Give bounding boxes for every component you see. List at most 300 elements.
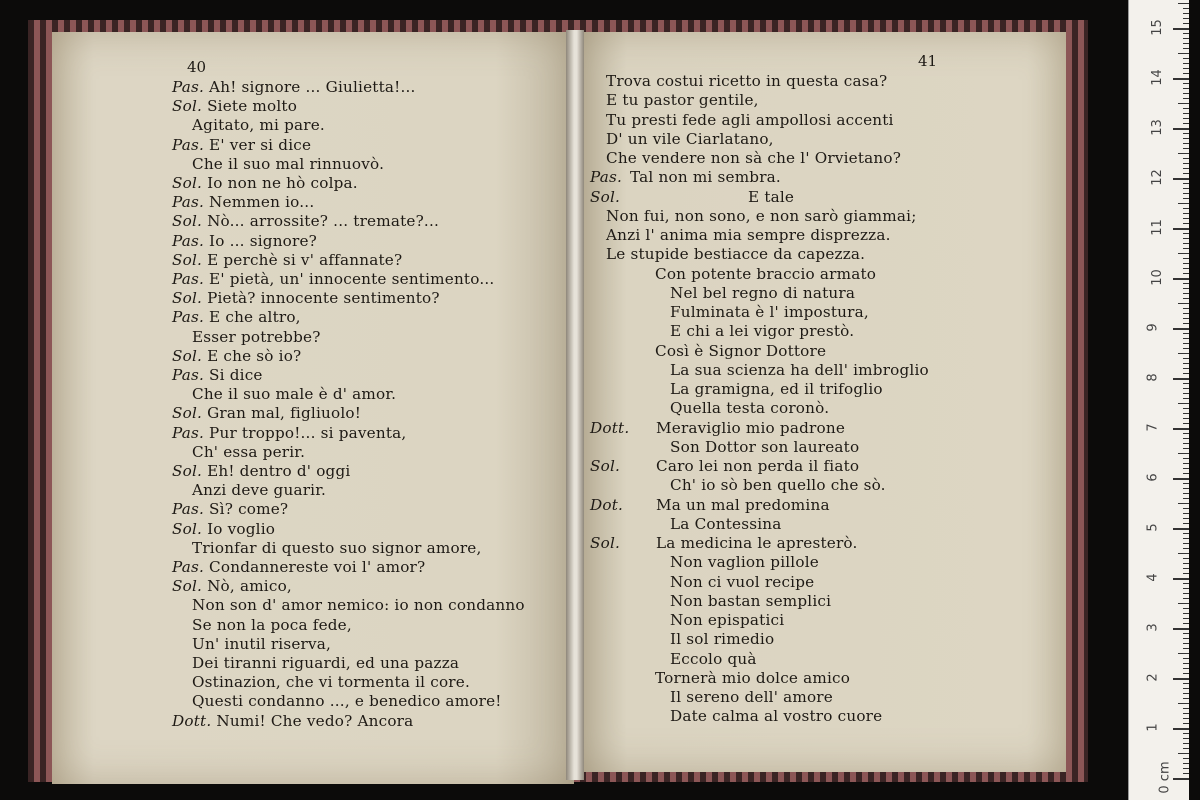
ruler-tick bbox=[1183, 138, 1189, 139]
text-line bbox=[192, 116, 325, 134]
speaker-label: Pas. bbox=[172, 78, 210, 96]
text-line bbox=[172, 366, 263, 384]
ruler-tick bbox=[1183, 523, 1189, 524]
speaker-label: Sol. bbox=[172, 577, 208, 596]
ruler-tick bbox=[1183, 268, 1189, 269]
ruler-tick bbox=[1173, 678, 1189, 680]
ruler-tick bbox=[1183, 33, 1189, 34]
line-text: Sì? come? bbox=[209, 500, 289, 519]
ruler-tick bbox=[1178, 353, 1189, 354]
text-line: Anzi l' anima mia sempre disprezza. bbox=[606, 226, 891, 244]
ruler-tick bbox=[1178, 153, 1189, 154]
line-text: Pietà? innocente sentimento? bbox=[207, 289, 440, 308]
text-line: E chi a lei vigor prestò. bbox=[670, 322, 855, 341]
text-line: La gramigna, ed il trifoglio bbox=[670, 380, 883, 398]
ruler-tick bbox=[1178, 303, 1189, 304]
ruler-tick bbox=[1183, 258, 1189, 259]
ruler-tick bbox=[1178, 553, 1189, 554]
ruler-tick bbox=[1183, 168, 1189, 169]
ruler-tick bbox=[1183, 423, 1189, 424]
ruler-tick bbox=[1183, 758, 1189, 759]
ruler-tick bbox=[1183, 548, 1189, 549]
text-line bbox=[192, 673, 470, 691]
ruler-tick bbox=[1183, 393, 1189, 394]
ruler-tick bbox=[1183, 113, 1189, 114]
line-text: E che altro, bbox=[209, 308, 301, 327]
ruler-tick bbox=[1183, 23, 1189, 24]
ruler-tick bbox=[1173, 228, 1189, 230]
ruler-tick bbox=[1183, 248, 1189, 249]
speaker-label: Pas. bbox=[172, 308, 210, 327]
text-line bbox=[172, 577, 292, 595]
ruler-label: 6 bbox=[1145, 473, 1161, 482]
line-text: E perchè si v' affannate? bbox=[207, 250, 403, 269]
ruler-tick bbox=[1183, 193, 1189, 194]
ruler-tick bbox=[1183, 8, 1189, 9]
line-text: Eh! dentro d' oggi bbox=[207, 462, 351, 480]
text-line bbox=[172, 404, 361, 422]
ruler-tick bbox=[1183, 163, 1189, 164]
ruler-tick bbox=[1183, 493, 1189, 494]
speaker-label: Dott. bbox=[172, 711, 217, 730]
ruler-label: 2 bbox=[1145, 673, 1161, 682]
ruler-tick bbox=[1183, 173, 1189, 174]
ruler-tick bbox=[1183, 623, 1189, 624]
text-line: Date calma al vostro cuore bbox=[670, 707, 883, 726]
speaker-label: Pas. bbox=[172, 366, 210, 384]
line-text: Anzi deve guarir. bbox=[192, 481, 327, 500]
ruler-tick bbox=[1183, 143, 1189, 144]
measuring-ruler bbox=[1128, 0, 1189, 800]
ruler-tick bbox=[1183, 743, 1189, 744]
line-text: Numi! Che vedo? Ancora bbox=[216, 711, 414, 730]
text-line: Tu presti fede agli ampollosi accenti bbox=[606, 110, 894, 129]
text-line: Che vendere non sà che l' Orvietano? bbox=[606, 149, 902, 167]
ruler-label: 7 bbox=[1145, 423, 1161, 432]
text-line: E tale bbox=[748, 187, 795, 206]
ruler-tick bbox=[1183, 218, 1189, 219]
text-line bbox=[192, 328, 321, 346]
speaker-label: Pas. bbox=[172, 193, 210, 212]
text-line: Meraviglio mio padrone bbox=[656, 418, 846, 437]
ruler-tick bbox=[1183, 713, 1189, 714]
ruler-tick bbox=[1178, 103, 1189, 104]
ruler-tick bbox=[1183, 18, 1189, 19]
ruler-label: 4 bbox=[1145, 573, 1161, 582]
line-text: E che sò io? bbox=[207, 346, 302, 365]
ruler-tick bbox=[1183, 208, 1189, 209]
ruler-tick bbox=[1173, 128, 1189, 130]
text-line: Fulminata è l' impostura, bbox=[670, 303, 869, 321]
line-text: Che il suo mal rinnuovò. bbox=[192, 154, 385, 173]
ruler-tick bbox=[1183, 263, 1189, 264]
ruler-tick bbox=[1183, 288, 1189, 289]
ruler-tick bbox=[1178, 453, 1189, 454]
ruler-tick bbox=[1183, 373, 1189, 374]
ruler-label: 8 bbox=[1145, 373, 1161, 382]
ruler-tick bbox=[1183, 188, 1189, 189]
ruler-tick bbox=[1183, 598, 1189, 599]
text-line bbox=[172, 97, 297, 115]
ruler-tick bbox=[1178, 603, 1189, 604]
ruler-tick bbox=[1173, 728, 1189, 730]
line-text: Dei tiranni riguardi, ed una pazza bbox=[192, 654, 460, 672]
speaker-label: Pas. bbox=[172, 423, 210, 442]
text-line bbox=[172, 712, 413, 730]
ruler-tick bbox=[1183, 123, 1189, 124]
text-line bbox=[192, 692, 502, 710]
ruler-tick bbox=[1178, 3, 1189, 4]
ruler-tick bbox=[1183, 573, 1189, 574]
ruler-tick bbox=[1183, 158, 1189, 159]
line-text: Io ... signore? bbox=[209, 231, 318, 250]
text-line: La sua scienza ha dell' imbroglio bbox=[670, 360, 929, 379]
ruler-tick bbox=[1183, 118, 1189, 119]
ruler-tick bbox=[1173, 378, 1189, 380]
ruler-tick bbox=[1183, 348, 1189, 349]
ruler-tick bbox=[1183, 558, 1189, 559]
right-page-number: 41 bbox=[918, 52, 938, 70]
ruler-tick bbox=[1183, 443, 1189, 444]
line-text: Ch' essa perir. bbox=[192, 442, 306, 461]
line-text: Si dice bbox=[209, 366, 263, 384]
ruler-tick bbox=[1183, 413, 1189, 414]
ruler-tick bbox=[1183, 663, 1189, 664]
line-text: Ah! signore ... Giulietta!... bbox=[209, 78, 416, 96]
ruler-label: 3 bbox=[1145, 623, 1161, 632]
line-text: Non son d' amor nemico: io non condanno bbox=[192, 596, 525, 615]
ruler-tick bbox=[1183, 543, 1189, 544]
text-line bbox=[192, 596, 525, 614]
text-line bbox=[172, 347, 301, 365]
ruler-tick bbox=[1183, 508, 1189, 509]
text-line bbox=[192, 616, 352, 634]
ruler-tick bbox=[1183, 108, 1189, 109]
ruler-tick bbox=[1183, 458, 1189, 459]
ruler-tick bbox=[1183, 658, 1189, 659]
text-line bbox=[172, 193, 314, 211]
ruler-tick bbox=[1183, 723, 1189, 724]
ruler-tick bbox=[1173, 428, 1189, 430]
speaker-label: Sol. bbox=[172, 212, 208, 231]
ruler-tick bbox=[1183, 388, 1189, 389]
line-text: Nò, amico, bbox=[207, 577, 292, 596]
ruler-tick bbox=[1183, 398, 1189, 399]
ruler-tick bbox=[1183, 308, 1189, 309]
ruler-tick bbox=[1178, 653, 1189, 654]
ruler-tick bbox=[1183, 368, 1189, 369]
text-line: Così è Signor Dottore bbox=[655, 341, 827, 360]
speaker-label: Sol. bbox=[172, 346, 208, 365]
ruler-tick bbox=[1173, 528, 1189, 530]
ruler-tick bbox=[1183, 648, 1189, 649]
ruler-tick bbox=[1173, 178, 1189, 180]
ruler-tick bbox=[1183, 338, 1189, 339]
ruler-tick bbox=[1178, 403, 1189, 404]
ruler-tick bbox=[1183, 313, 1189, 314]
ruler-tick bbox=[1173, 328, 1189, 330]
speaker-label: Pas. bbox=[172, 270, 210, 288]
ruler-tick bbox=[1183, 238, 1189, 239]
ruler-tick bbox=[1183, 518, 1189, 519]
text-line: Trova costui ricetto in questa casa? bbox=[606, 72, 888, 90]
ruler-tick bbox=[1183, 58, 1189, 59]
ruler-tick bbox=[1183, 538, 1189, 539]
text-line: Il sereno dell' amore bbox=[670, 688, 833, 706]
text-line bbox=[192, 654, 459, 672]
ruler-tick bbox=[1183, 693, 1189, 694]
text-line bbox=[172, 289, 440, 307]
ruler-tick bbox=[1183, 638, 1189, 639]
ruler-tick bbox=[1183, 183, 1189, 184]
ruler-tick bbox=[1183, 93, 1189, 94]
text-line bbox=[192, 443, 305, 461]
ruler-tick bbox=[1173, 478, 1189, 480]
text-line bbox=[172, 308, 301, 326]
speaker-label: Sol. bbox=[172, 404, 208, 423]
text-line bbox=[172, 251, 402, 269]
text-line: Caro lei non perda il fiato bbox=[656, 457, 860, 475]
text-line bbox=[192, 385, 396, 403]
ruler-tick bbox=[1183, 13, 1189, 14]
line-text: Ostinazion, che vi tormenta il core. bbox=[192, 673, 470, 692]
ruler-tick bbox=[1178, 503, 1189, 504]
speaker-label: Sol. bbox=[172, 97, 208, 116]
line-text: E' pietà, un' innocente sentimento... bbox=[209, 270, 495, 288]
ruler-tick bbox=[1183, 318, 1189, 319]
text-line: Tornerà mio dolce amico bbox=[655, 668, 851, 687]
line-text: Trionfar di questo suo signor amore, bbox=[192, 538, 482, 557]
ruler-tick bbox=[1183, 343, 1189, 344]
line-text: Esser potrebbe? bbox=[192, 327, 321, 346]
ruler-tick bbox=[1183, 438, 1189, 439]
ruler-tick bbox=[1183, 68, 1189, 69]
text-line bbox=[172, 424, 406, 442]
speaker-label: Sol. bbox=[172, 289, 208, 308]
speaker-label: Sol. bbox=[590, 457, 621, 475]
ruler-label: 11 bbox=[1149, 219, 1165, 236]
line-text: Gran mal, figliuolo! bbox=[207, 404, 362, 423]
line-text: E' ver si dice bbox=[209, 135, 312, 154]
speaker-label: Pas. bbox=[590, 168, 623, 187]
ruler-tick bbox=[1178, 203, 1189, 204]
speaker-label: Pas. bbox=[172, 135, 210, 154]
ruler-tick bbox=[1183, 243, 1189, 244]
line-text: Io voglio bbox=[207, 519, 276, 538]
ruler-label: 10 bbox=[1149, 269, 1165, 286]
line-text: Questi condanno ..., e benedico amore! bbox=[192, 692, 502, 711]
ruler-label: 9 bbox=[1145, 323, 1161, 332]
ruler-tick bbox=[1183, 198, 1189, 199]
ruler-tick bbox=[1173, 778, 1189, 780]
speaker-label: Sol. bbox=[172, 174, 208, 192]
text-line bbox=[172, 174, 358, 192]
ruler-tick bbox=[1183, 293, 1189, 294]
ruler-tick bbox=[1183, 418, 1189, 419]
left-page-number: 40 bbox=[187, 58, 207, 76]
ruler-tick bbox=[1173, 628, 1189, 630]
ruler-tick bbox=[1183, 83, 1189, 84]
ruler-tick bbox=[1183, 738, 1189, 739]
text-line: Non ci vuol recipe bbox=[670, 572, 815, 591]
ruler-tick bbox=[1183, 568, 1189, 569]
speaker-label: Sol. bbox=[172, 519, 208, 538]
ruler-tick bbox=[1178, 53, 1189, 54]
text-line: La medicina le apresterò. bbox=[656, 534, 858, 552]
text-line bbox=[192, 539, 482, 557]
ruler-label: 13 bbox=[1149, 119, 1165, 136]
ruler-tick bbox=[1183, 38, 1189, 39]
line-text: Nò... arrossite? ... tremate?... bbox=[207, 212, 439, 231]
ruler-tick bbox=[1183, 583, 1189, 584]
ruler-tick bbox=[1183, 708, 1189, 709]
text-line: Non epispatici bbox=[670, 611, 785, 629]
ruler-tick bbox=[1183, 718, 1189, 719]
ruler-tick bbox=[1173, 28, 1189, 30]
speaker-label: Sol. bbox=[590, 187, 621, 206]
speaker-label: Sol. bbox=[590, 534, 621, 552]
ruler-tick bbox=[1183, 463, 1189, 464]
speaker-label: Pas. bbox=[172, 558, 210, 576]
ruler-label: 15 bbox=[1149, 19, 1165, 36]
ruler-tick bbox=[1183, 613, 1189, 614]
ruler-tick bbox=[1173, 578, 1189, 580]
ruler-tick bbox=[1183, 773, 1189, 774]
text-line: Non bastan semplici bbox=[670, 591, 832, 610]
text-line bbox=[172, 212, 439, 230]
ruler-tick bbox=[1183, 133, 1189, 134]
ruler-tick bbox=[1183, 468, 1189, 469]
ruler-tick bbox=[1183, 363, 1189, 364]
ruler-tick bbox=[1183, 588, 1189, 589]
ruler-tick bbox=[1183, 98, 1189, 99]
line-text: Un' inutil riserva, bbox=[192, 634, 332, 653]
ruler-tick bbox=[1183, 273, 1189, 274]
ruler-tick bbox=[1183, 488, 1189, 489]
line-text: Che il suo male è d' amor. bbox=[192, 385, 397, 404]
speaker-label: Dott. bbox=[590, 418, 630, 437]
line-text: Io non ne hò colpa. bbox=[207, 174, 358, 192]
ruler-tick bbox=[1183, 768, 1189, 769]
text-line: Con potente braccio armato bbox=[655, 264, 877, 283]
text-line bbox=[192, 155, 384, 173]
ruler-tick bbox=[1183, 563, 1189, 564]
ruler-label: 12 bbox=[1149, 169, 1165, 186]
text-line bbox=[192, 635, 331, 653]
ruler-label: 14 bbox=[1149, 69, 1165, 86]
text-line: Nel bel regno di natura bbox=[670, 283, 856, 302]
text-line: Ch' io sò ben quello che sò. bbox=[670, 476, 886, 495]
ruler-tick bbox=[1183, 333, 1189, 334]
text-line: Quella testa coronò. bbox=[670, 399, 830, 418]
ruler-tick bbox=[1173, 278, 1189, 280]
ruler-tick bbox=[1178, 753, 1189, 754]
text-line bbox=[172, 520, 275, 538]
text-line bbox=[172, 232, 317, 250]
line-text: Pur troppo!... si paventa, bbox=[209, 423, 407, 442]
ruler-tick bbox=[1183, 63, 1189, 64]
ruler-label: 1 bbox=[1145, 723, 1161, 732]
ruler-tick bbox=[1183, 643, 1189, 644]
ruler-tick bbox=[1183, 433, 1189, 434]
ruler-tick bbox=[1183, 633, 1189, 634]
ruler-tick bbox=[1183, 223, 1189, 224]
text-line: Le stupide bestiacce da capezza. bbox=[606, 245, 866, 264]
ruler-tick bbox=[1183, 748, 1189, 749]
ruler-tick bbox=[1183, 43, 1189, 44]
ruler-tick bbox=[1183, 483, 1189, 484]
text-line: Non vaglion pillole bbox=[670, 553, 819, 572]
text-line: Eccolo quà bbox=[670, 649, 757, 668]
line-text: Condannereste voi l' amor? bbox=[209, 558, 426, 576]
text-line bbox=[192, 481, 326, 499]
ruler-tick bbox=[1183, 213, 1189, 214]
ruler-tick bbox=[1183, 73, 1189, 74]
ruler-tick bbox=[1183, 383, 1189, 384]
ruler-label: 5 bbox=[1145, 523, 1161, 532]
line-text: Se non la poca fede, bbox=[192, 615, 352, 634]
ruler-tick bbox=[1183, 233, 1189, 234]
ruler-label: 0 cm bbox=[1157, 761, 1173, 794]
line-text: Agitato, mi pare. bbox=[192, 116, 325, 135]
ruler-tick bbox=[1183, 688, 1189, 689]
text-line: E tu pastor gentile, bbox=[606, 91, 759, 110]
ruler-tick bbox=[1183, 593, 1189, 594]
ruler-tick bbox=[1183, 513, 1189, 514]
ruler-tick bbox=[1183, 323, 1189, 324]
ruler-tick bbox=[1183, 408, 1189, 409]
ruler-tick bbox=[1183, 498, 1189, 499]
ruler-tick bbox=[1183, 763, 1189, 764]
text-line: La Contessina bbox=[670, 514, 782, 533]
line-text: Siete molto bbox=[207, 97, 298, 116]
ruler-tick bbox=[1183, 448, 1189, 449]
text-line: Son Dottor son laureato bbox=[670, 437, 860, 456]
speaker-label: Sol. bbox=[172, 250, 208, 269]
ruler-tick bbox=[1183, 48, 1189, 49]
ruler-tick bbox=[1183, 668, 1189, 669]
text-line bbox=[172, 462, 350, 480]
ruler-tick bbox=[1183, 283, 1189, 284]
text-line bbox=[172, 136, 311, 154]
speaker-label: Dot. bbox=[590, 495, 624, 514]
text-line: D' un vile Ciarlatano, bbox=[606, 129, 774, 148]
ruler-tick bbox=[1183, 683, 1189, 684]
text-line bbox=[172, 270, 494, 288]
text-line: Non fui, non sono, e non sarò giammai; bbox=[606, 206, 917, 225]
book-gutter bbox=[566, 30, 584, 780]
text-line bbox=[172, 78, 416, 96]
line-text: Nemmen io... bbox=[209, 193, 315, 212]
ruler-tick bbox=[1183, 608, 1189, 609]
text-line: Tal non mi sembra. bbox=[630, 168, 781, 187]
ruler-tick bbox=[1183, 673, 1189, 674]
ruler-tick bbox=[1173, 78, 1189, 80]
text-line bbox=[172, 558, 425, 576]
ruler-tick bbox=[1178, 703, 1189, 704]
speaker-label: Pas. bbox=[172, 500, 210, 519]
ruler-tick bbox=[1183, 358, 1189, 359]
ruler-tick bbox=[1183, 298, 1189, 299]
ruler-tick bbox=[1183, 733, 1189, 734]
speaker-label: Pas. bbox=[172, 231, 210, 250]
ruler-tick bbox=[1183, 533, 1189, 534]
ruler-tick bbox=[1183, 88, 1189, 89]
ruler-tick bbox=[1183, 698, 1189, 699]
text-line: Il sol rimedio bbox=[670, 630, 775, 649]
ruler-tick bbox=[1183, 473, 1189, 474]
ruler-tick bbox=[1183, 148, 1189, 149]
